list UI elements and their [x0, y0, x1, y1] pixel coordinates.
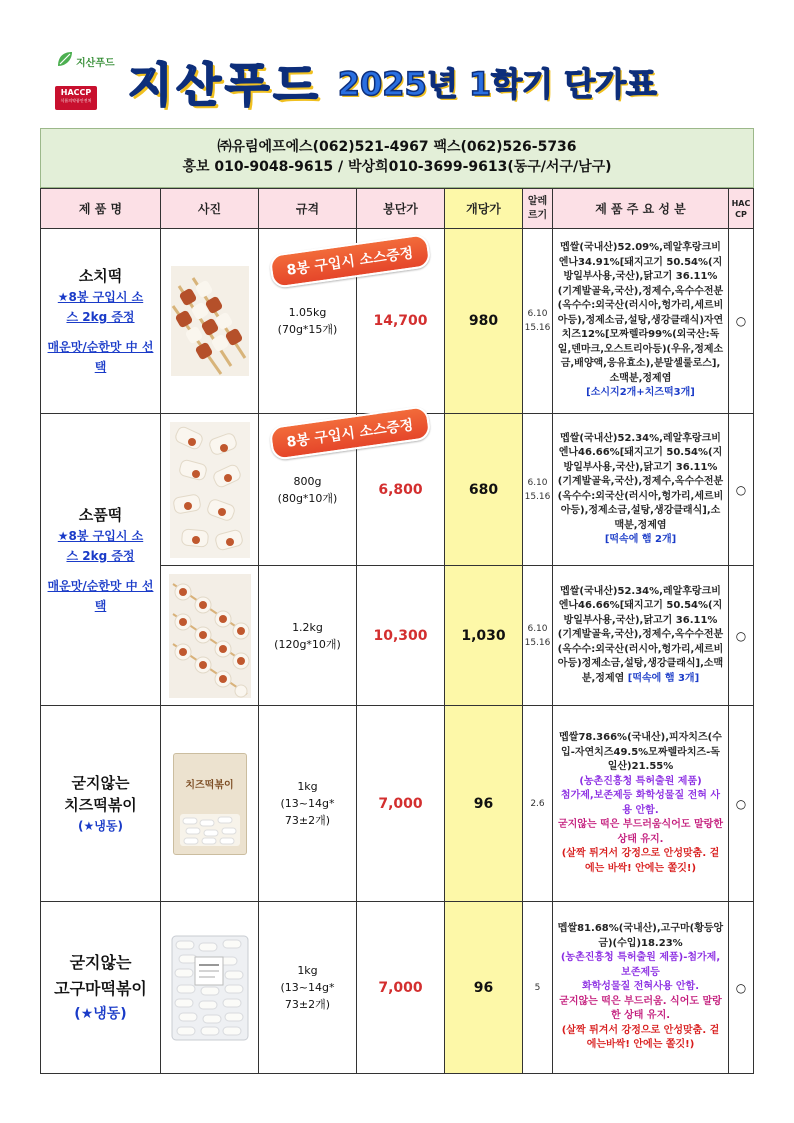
col-header-name: 제 품 명	[40, 188, 161, 229]
spec-pieces: 73±2개)	[284, 814, 331, 827]
ingredients-note: [떡속에 햄 2개]	[604, 534, 677, 545]
tteok-pieces-icon	[180, 814, 240, 846]
patent-note: (농촌진흥청 특허출원 제품)-첨가제,보존제등	[560, 952, 721, 978]
cook-note: (살짝 튀겨서 강정으로 안성맞춤. 겉에는바싹! 안에는 쫄깃!)	[561, 1024, 720, 1051]
haccp-mark: ○	[728, 565, 754, 706]
sopumtteok-large-image	[169, 574, 251, 698]
brand-small: 지산푸드	[76, 58, 115, 69]
unit-price-cell: 980	[444, 228, 523, 414]
ingredients-cell	[552, 901, 729, 1074]
col-header-spec: 규격	[258, 188, 357, 229]
option-link[interactable]: 매운맛/순한맛 中 선택	[47, 340, 154, 374]
product-name: 굳지않는	[71, 773, 130, 792]
col-header-photo: 사진	[160, 188, 259, 229]
bag-price-cell: 7,000	[356, 901, 445, 1074]
ingredients-text: 멥쌀78.366%(국내산),피자치즈(수입-자연치즈49.5%모짜렐라치즈-독일산)21.55%	[559, 732, 722, 772]
spec-cell	[258, 705, 357, 902]
contact-line-2: 홍보 010-9048-9615 / 박상희010-3699-9613(동구/서구/남구)	[182, 159, 612, 175]
spec-weight: 800g	[293, 474, 322, 488]
title-brand: 지산푸드	[128, 58, 322, 112]
soft-note: 굳지않는 떡은 부드러움식어도 말랑한 상태 유지.	[557, 819, 723, 845]
bag-price-cell: 10,300	[356, 565, 445, 706]
ingredients-note: [떡속에 햄 3개]	[627, 672, 700, 684]
ingredients-text: 멥쌀(국내산)52.34%,레알후랑크비엔나46.66%[돼지고기 50.54%(지방일부사용,국산),닭고기 36.11%(기계발골육,국산),정제수,옥수수전분(옥수수:외국산(러시아,헝가리,세르비아등),정제소금,설탕,생강클래식],소맥분,정제염	[557, 432, 724, 531]
sweet-potato-tteokbokki-bag-image	[171, 935, 249, 1041]
spec-pieces: (120g*10개)	[274, 637, 341, 651]
allergy-code: 6.10	[527, 623, 548, 634]
spec-weight: 1.05kg	[288, 306, 327, 319]
product-photo-cell	[160, 705, 259, 902]
spec-pieces: (13~14g*	[280, 797, 335, 810]
spec-weight: 1kg	[297, 780, 318, 793]
additive-note: 첨가제,보존제등 화학성물질 전혀 사용 안함.	[560, 790, 721, 816]
bag-price-cell: 14,700	[356, 228, 445, 414]
soft-note: 굳지않는 떡은 부드러움. 식어도 말랑한 상태 유지.	[559, 995, 722, 1022]
allergy-code: 6.10	[527, 309, 548, 319]
sotteok-skewer-image	[171, 266, 249, 376]
haccp-mark: ○	[728, 705, 754, 902]
spec-pieces: (70g*15개)	[277, 323, 338, 336]
product-name: 치즈떡볶이	[64, 795, 137, 814]
title-rest: 2025년 1학기 단가표	[337, 65, 657, 103]
col-header-bag-price: 봉단가	[356, 188, 445, 229]
haccp-mark: ○	[728, 413, 754, 566]
spec-pieces: 73±2개)	[284, 998, 331, 1011]
allergy-code: 15.16	[524, 323, 551, 333]
spec-cell	[258, 565, 357, 706]
ingredients-cell	[552, 565, 729, 706]
allergy-code: 2.6	[530, 798, 545, 809]
col-header-ingredients: 제 품 주 요 성 분	[552, 188, 729, 229]
option-link[interactable]: 매운맛/순한맛 中 선택	[47, 578, 154, 613]
product-photo-cell	[160, 565, 259, 706]
allergy-cell	[522, 413, 553, 566]
frozen-label: (★냉동)	[74, 1005, 127, 1022]
cheese-tteokbokki-bag-image	[173, 753, 247, 855]
allergy-cell	[522, 565, 553, 706]
haccp-subtext: 식품의약품안전처	[60, 98, 92, 103]
product-name-cell	[40, 705, 161, 902]
ingredients-text: 멥쌀(국내산)52.09%,레알후랑크비엔나34.91%[돼지고기 50.54%(지방일부사용,국산),닭고기 36.11%(기계발골육,국산),정제수,옥수수전분(옥수수:외국산(러시아,헝가리,세르비아등),정제소금,설탕,생강클래식)자연치즈12%[모짜렐라99%(외국산:독일,덴마크,오스트리아등)(우유,정제소금,배양액,응유효소),분말셀룰로스],소맥분,정제염	[557, 242, 724, 384]
additive-note: 화학성물질 전혀사용 안함.	[581, 981, 700, 993]
spec-pieces: (13~14g*	[280, 981, 335, 994]
haccp-mark: ○	[728, 901, 754, 1074]
allergy-cell	[522, 228, 553, 414]
page-title	[128, 50, 657, 114]
haccp-text: HACCP	[60, 88, 92, 97]
ingredients-text: 멥쌀(국내산)52.34%,레알후랑크비엔나46.66%[돼지고기 50.54%(지방일부사용,국산),닭고기 36.11%(기계발골육,국산),정제수,옥수수전분(옥수수:외국산(러시아,헝가리,세르비아등)정제소금,설탕,생강클래식],소맥분,정제염	[557, 585, 724, 684]
sopumtteok-image	[170, 422, 250, 558]
allergy-cell	[522, 705, 553, 902]
unit-price-cell: 96	[444, 901, 523, 1074]
bag-price-cell: 7,000	[356, 705, 445, 902]
product-name-cell	[40, 413, 161, 706]
ingredients-cell	[552, 705, 729, 902]
unit-price-cell: 1,030	[444, 565, 523, 706]
frozen-label: (★냉동)	[78, 818, 123, 833]
allergy-code: 5	[534, 982, 541, 993]
spec-weight: 1.2kg	[292, 620, 323, 634]
bag-window	[180, 814, 240, 846]
spec-pieces: (80g*10개)	[277, 491, 338, 505]
contact-box	[40, 128, 754, 188]
allergy-cell	[522, 901, 553, 1074]
haccp-logo	[55, 86, 97, 110]
spec-cell	[258, 901, 357, 1074]
promo-bubble: 8봉 구입시 소스증정	[268, 233, 431, 289]
product-photo-cell	[160, 901, 259, 1074]
bag-label: 치즈떡볶이	[185, 779, 234, 791]
promo-bubble: 8봉 구입시 소스증정	[268, 405, 431, 461]
col-header-unit-price: 개당가	[444, 188, 523, 229]
product-name-cell	[40, 901, 161, 1074]
product-name: 소치떡	[78, 267, 123, 285]
contact-line-1: ㈜유림에프에스(062)521-4967 팩스(062)526-5736	[217, 139, 577, 155]
product-name: 굳지않는	[69, 952, 132, 972]
allergy-code: 6.10	[527, 477, 548, 488]
product-photo-cell	[160, 413, 259, 566]
product-photo-cell	[160, 228, 259, 414]
col-header-haccp: HACCP	[728, 188, 754, 229]
cook-note: (살짝 튀겨서 강정으로 안성맞춤. 겉에는 바싹! 안에는 쫄깃!)	[561, 848, 720, 874]
patent-note: (농촌진흥청 특허출원 제품)	[579, 775, 702, 787]
product-name: 소품떡	[78, 505, 123, 524]
spec-weight: 1kg	[297, 964, 318, 977]
company-logo	[56, 50, 122, 70]
promo-link[interactable]: ★8봉 구입시 소스 2kg 증정	[57, 528, 144, 563]
leaf-icon	[56, 50, 74, 68]
allergy-code: 15.16	[524, 637, 551, 648]
col-header-allergy: 알레르기	[522, 188, 553, 229]
ingredients-note: [소시지2개+치즈떡3개]	[586, 387, 695, 399]
product-name: 고구마떡볶이	[54, 978, 147, 998]
promo-link[interactable]: ★8봉 구입시 소스 2kg 증정	[57, 290, 144, 324]
unit-price-cell: 96	[444, 705, 523, 902]
unit-price-cell: 680	[444, 413, 523, 566]
ingredients-cell	[552, 228, 729, 414]
haccp-mark: ○	[728, 228, 754, 414]
ingredients-text: 멥쌀81.68%(국내산),고구마(황등앙금)(수입)18.23%	[557, 923, 724, 949]
allergy-code: 15.16	[524, 491, 551, 502]
ingredients-cell	[552, 413, 729, 566]
product-name-cell	[40, 228, 161, 414]
bag-price-cell: 6,800	[356, 413, 445, 566]
